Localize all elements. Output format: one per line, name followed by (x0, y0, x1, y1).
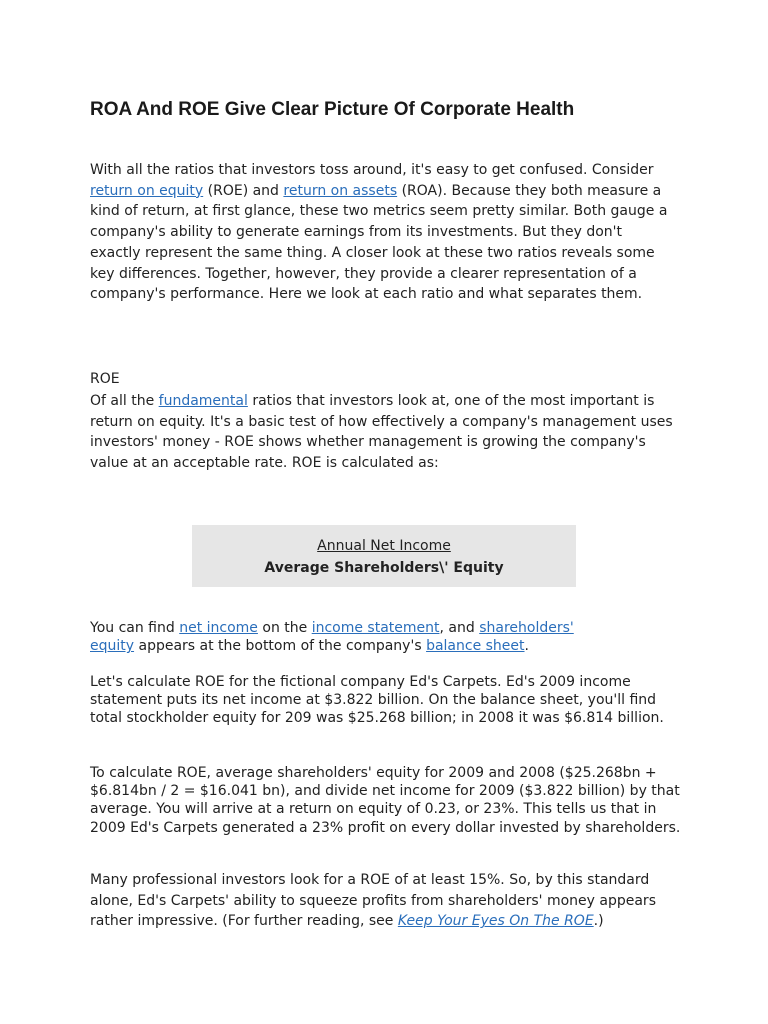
intro-text-3: (ROA). Because they both measure a kind of return, at first glance, these two metrics seem pretty similar. Both gauge a company's ability to generate earnings from its investments. But they don't exactly represent the same thing. A closer look at these two ratios reveals some key differences. Together, however, they provide a clearer representation of a company's performance. Here we look at each ratio and what separates them. (90, 182, 668, 303)
link-return-on-assets[interactable]: return on assets (283, 182, 398, 199)
roe-p2-text-3: , and (439, 620, 480, 636)
formula-numerator: Annual Net Income (317, 538, 451, 554)
roe-paragraph-2 (90, 619, 610, 655)
link-shareholders-equity[interactable]: shareholders' equity (90, 620, 574, 655)
link-return-on-equity[interactable]: return on equity (90, 182, 204, 199)
article-title: ROA And ROE Give Clear Picture Of Corporate Health (90, 99, 575, 120)
section-heading-roe: ROE (90, 371, 120, 387)
roe-formula-box (192, 525, 576, 587)
link-keep-your-eyes-on-the-roe[interactable]: Keep Your Eyes On The ROE (397, 913, 594, 930)
link-fundamental[interactable]: fundamental (158, 393, 248, 409)
roe-paragraph-3: Let's calculate ROE for the fictional company Ed's Carpets. Ed's 2009 income statement puts its net income at $3.822 billion. On the balance sheet, you'll find total stockholder equity for 209 was $25.268 billion; in 2008 it was $6.814 billion. (90, 674, 664, 727)
roe-p2-text-2: on the (257, 620, 312, 636)
link-balance-sheet[interactable]: balance sheet (426, 638, 525, 655)
roe-paragraph-1 (90, 391, 682, 474)
intro-paragraph (90, 160, 676, 305)
roe-p2-text-5: . (524, 638, 529, 655)
roe-p2-text-4: appears at the bottom of the company's (134, 638, 427, 655)
roe-p1-text-1: Of all the (90, 393, 159, 409)
roe-paragraph-5 (90, 870, 682, 932)
roe-p2-text-1: You can find (90, 620, 180, 636)
roe-paragraph-4: To calculate ROE, average shareholders' equity for 2009 and 2008 ($25.268bn + $6.814bn / 2 = $16.041 bn), and divide net income for 2009 ($3.822 billion) by that average. You will arrive at a return on equity of 0.23, or 23%. This tells us that in 2009 Ed's Carpets generated a 23% profit on every dollar invested by shareholders. (90, 765, 681, 836)
intro-text-2: (ROE) and (203, 182, 284, 199)
roe-p5-text-1: Many professional investors look for a ROE of at least 15%. So, by this standard alone, Ed's Carpets' ability to squeeze profits from shareholders' money appears rather impressive. (For further reading, see (90, 872, 656, 930)
roe-p1-text-2: ratios that investors look at, one of the most important is return on equity. It's a basic test of how effectively a company's management uses investors' money - ROE shows whether management is growing the company's value at an acceptable rate. ROE is calculated as: (90, 393, 673, 472)
formula-denominator: Average Shareholders\' Equity (264, 560, 504, 576)
link-net-income[interactable]: net income (179, 620, 258, 636)
roe-p5-text-2: .) (593, 913, 604, 930)
link-income-statement[interactable]: income statement (311, 620, 440, 636)
intro-text-1: With all the ratios that investors toss around, it's easy to get confused. Consider (90, 162, 654, 178)
